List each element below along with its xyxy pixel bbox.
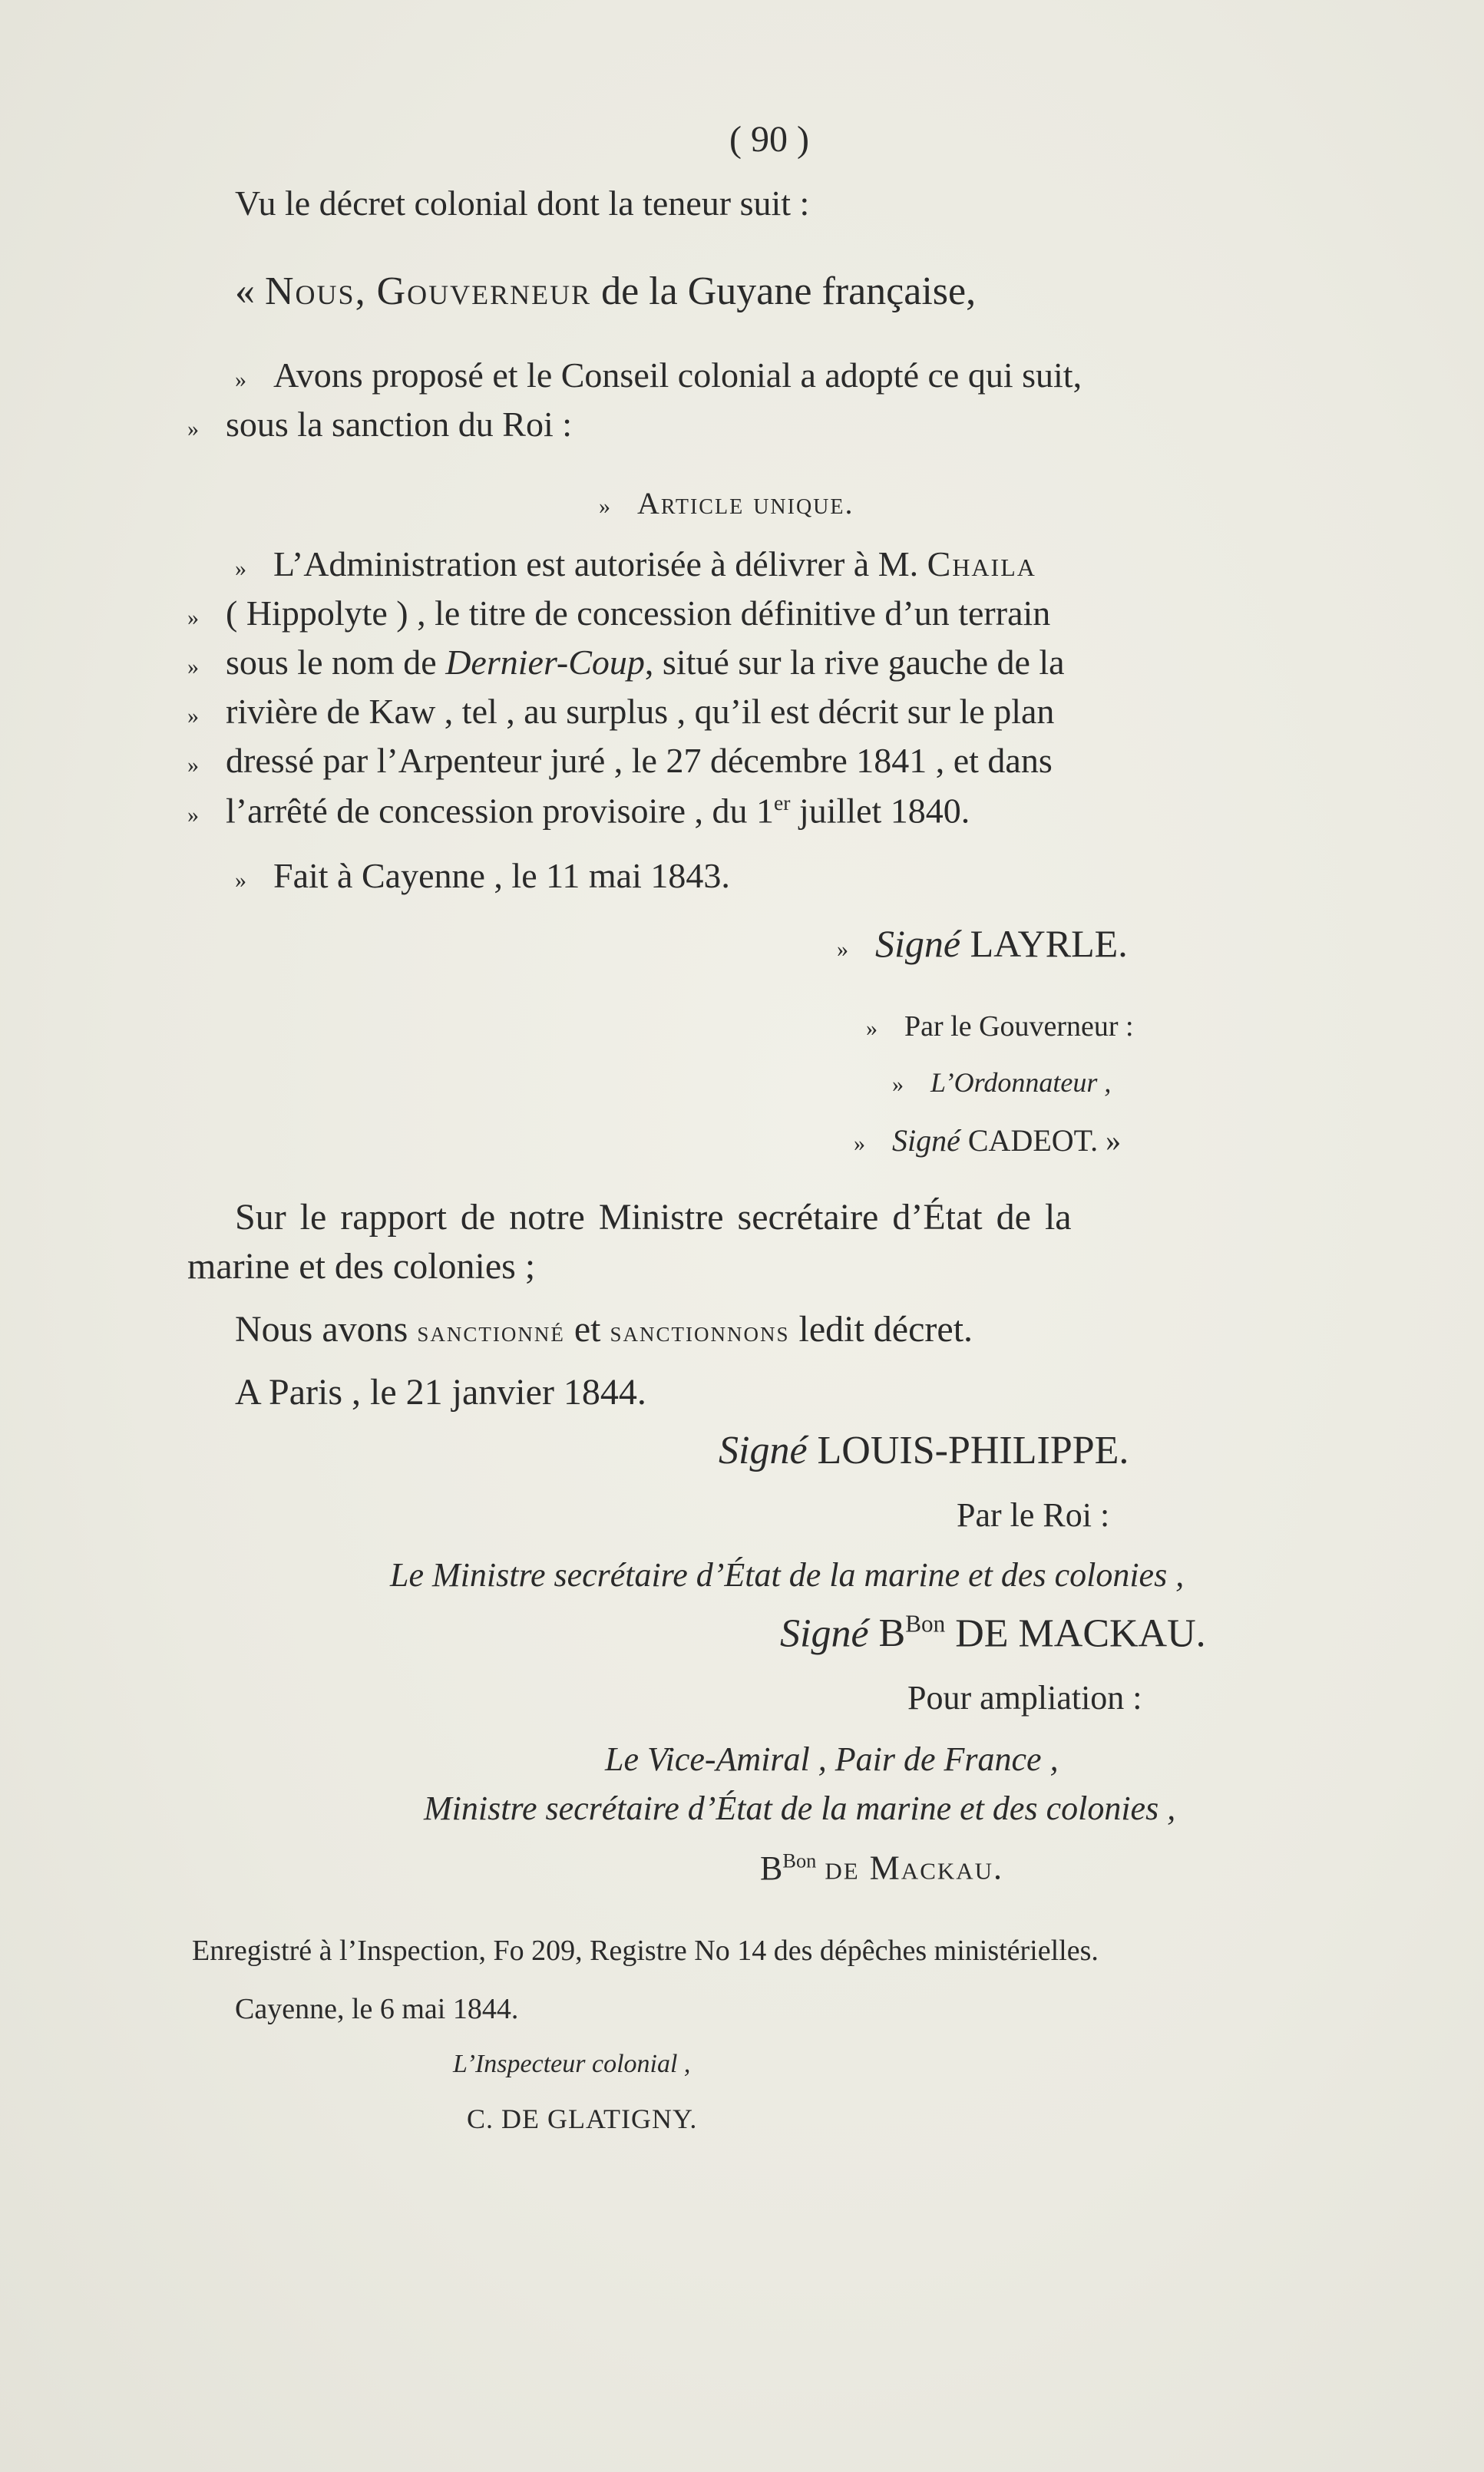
decree-text: dressé par l’Arpenteur juré , le 27 décembre 1841 , et dans [226, 741, 1053, 780]
place-name: Dernier-Coup [445, 643, 645, 682]
person-name: Chaila [927, 544, 1036, 583]
guillemet: » [187, 605, 199, 630]
guillemet: » [187, 802, 199, 828]
signature-mackau [780, 1612, 1206, 1654]
decree-heading [235, 269, 977, 313]
signature-cadeot [854, 1125, 1121, 1156]
report-line-2: marine et des colonies ; [187, 1246, 536, 1287]
registration-line-1: Enregistré à l’Inspection, Fo 209, Registre No 14 des dépêches ministérielles. [192, 1935, 1099, 1967]
decree-line-6 [187, 694, 1054, 729]
guillemet: » [235, 868, 246, 893]
report-smallcaps: sanctionné [417, 1316, 565, 1348]
close-quote: » [1106, 1123, 1122, 1158]
signe-label: Signé [780, 1611, 869, 1656]
guillemet: » [235, 556, 246, 581]
decree-line-1 [235, 355, 1082, 395]
baron-abbrev: $B^{Bon}$ [878, 1611, 946, 1656]
registration-line-2: Cayenne, le 6 mai 1844. [235, 1993, 519, 2025]
report-text: Nous avons [235, 1309, 408, 1350]
baron-sup: Bon [905, 1611, 946, 1638]
decree-text: rivière de Kaw , tel , au surplus , qu’il est décrit sur le plan [226, 692, 1055, 731]
guillemet: » [866, 1016, 878, 1041]
signatory-name: LAYRLE. [970, 922, 1128, 965]
decree-line-9 [235, 858, 730, 894]
decree-text: sous le nom de [226, 643, 437, 682]
report-line-3 [235, 1311, 973, 1348]
decree-text: Avons proposé et le Conseil colonial a adopté ce qui suit, [273, 355, 1082, 395]
ampliation-line: Pour ampliation : [907, 1679, 1142, 1717]
decree-text: L’Ordonnateur , [930, 1067, 1112, 1098]
decree-line-7 [187, 743, 1053, 778]
signature-mackau-2 [760, 1850, 1003, 1885]
heading-guyane: de la Guyane française, [601, 269, 977, 313]
decree-line-2 [187, 407, 572, 442]
article-title: Article unique. [637, 486, 854, 521]
report-line-4: A Paris , le 21 janvier 1844. [235, 1372, 646, 1413]
decree-text: juillet 1840. [790, 791, 970, 831]
signature-layrle [837, 924, 1128, 963]
guillemet: » [892, 1072, 904, 1097]
guillemet: » [854, 1131, 865, 1156]
decree-text: sous la sanction du Roi : [226, 405, 573, 444]
guillemet: » [235, 367, 246, 392]
intro-line: Vu le décret colonial dont la teneur suit : [235, 183, 810, 223]
glatigny-name: C. DE GLATIGNY. [467, 2104, 698, 2134]
decree-text: Par le Gouverneur : [904, 1010, 1134, 1043]
signe-label: Signé [892, 1123, 960, 1158]
decree-text: L’Administration est autorisée à délivrer à M. [273, 544, 919, 583]
article-heading [599, 488, 854, 519]
report-line-1: Sur le rapport de notre Ministre secrétaire d’État de la [235, 1197, 1072, 1238]
guillemet: » [187, 416, 199, 441]
heading-gouverneur: Gouverneur [376, 269, 592, 313]
decree-text: Fait à Cayenne , le 11 mai 1843. [273, 856, 730, 895]
vice-amiral-line: Le Vice-Amiral , Pair de France , [605, 1740, 1059, 1778]
report-text: ledit décret. [798, 1309, 973, 1350]
decree-line-4 [187, 593, 1051, 633]
ministre-line: Le Ministre secrétaire d’État de la marine et des colonies , [390, 1556, 1185, 1594]
signe-label: Signé [875, 922, 961, 965]
signatory-name: DE MACKAU. [955, 1611, 1206, 1656]
decree-line-8 [187, 791, 970, 831]
guillemet: » [187, 752, 199, 778]
report-text: et [573, 1309, 601, 1350]
decree-text: l’arrêté de concession provisoire , du 1 [226, 791, 775, 831]
decree-text: ( Hippolyte ) , le titre de concession définitive d’un terrain [226, 593, 1051, 633]
inspecteur-line: L’Inspecteur colonial , [453, 2050, 691, 2078]
signatory-name: de Mackau. [825, 1849, 1004, 1887]
baron-sup: Bon [782, 1849, 817, 1872]
guillemet: » [599, 494, 610, 519]
guillemet: » [837, 937, 848, 962]
heading-nous: Nous, [265, 269, 367, 313]
decree-line-3 [235, 544, 1036, 583]
decree-line-5 [187, 645, 1065, 680]
baron-abbrev: $B^{Bon}$ [760, 1849, 817, 1887]
signe-label: Signé [719, 1429, 808, 1472]
guillemet: » [187, 654, 199, 679]
signatory-name: LOUIS-PHILIPPE. [817, 1429, 1129, 1472]
guillemet: » [187, 703, 199, 729]
superscript: er [774, 791, 791, 815]
par-gouverneur [866, 1012, 1134, 1041]
signatory-name: CADEOT. [967, 1123, 1099, 1158]
report-smallcaps: sanctionnons [610, 1316, 790, 1348]
signature-king [719, 1431, 1129, 1471]
ordonnateur-line [892, 1069, 1111, 1096]
par-le-roi: Par le Roi : [957, 1496, 1110, 1534]
open-quote: « [235, 269, 255, 313]
page-number: ( 90 ) [729, 119, 809, 160]
ministre-line-2: Ministre secrétaire d’État de la marine et des colonies , [424, 1790, 1176, 1827]
decree-text: , situé sur la rive gauche de la [644, 643, 1065, 682]
